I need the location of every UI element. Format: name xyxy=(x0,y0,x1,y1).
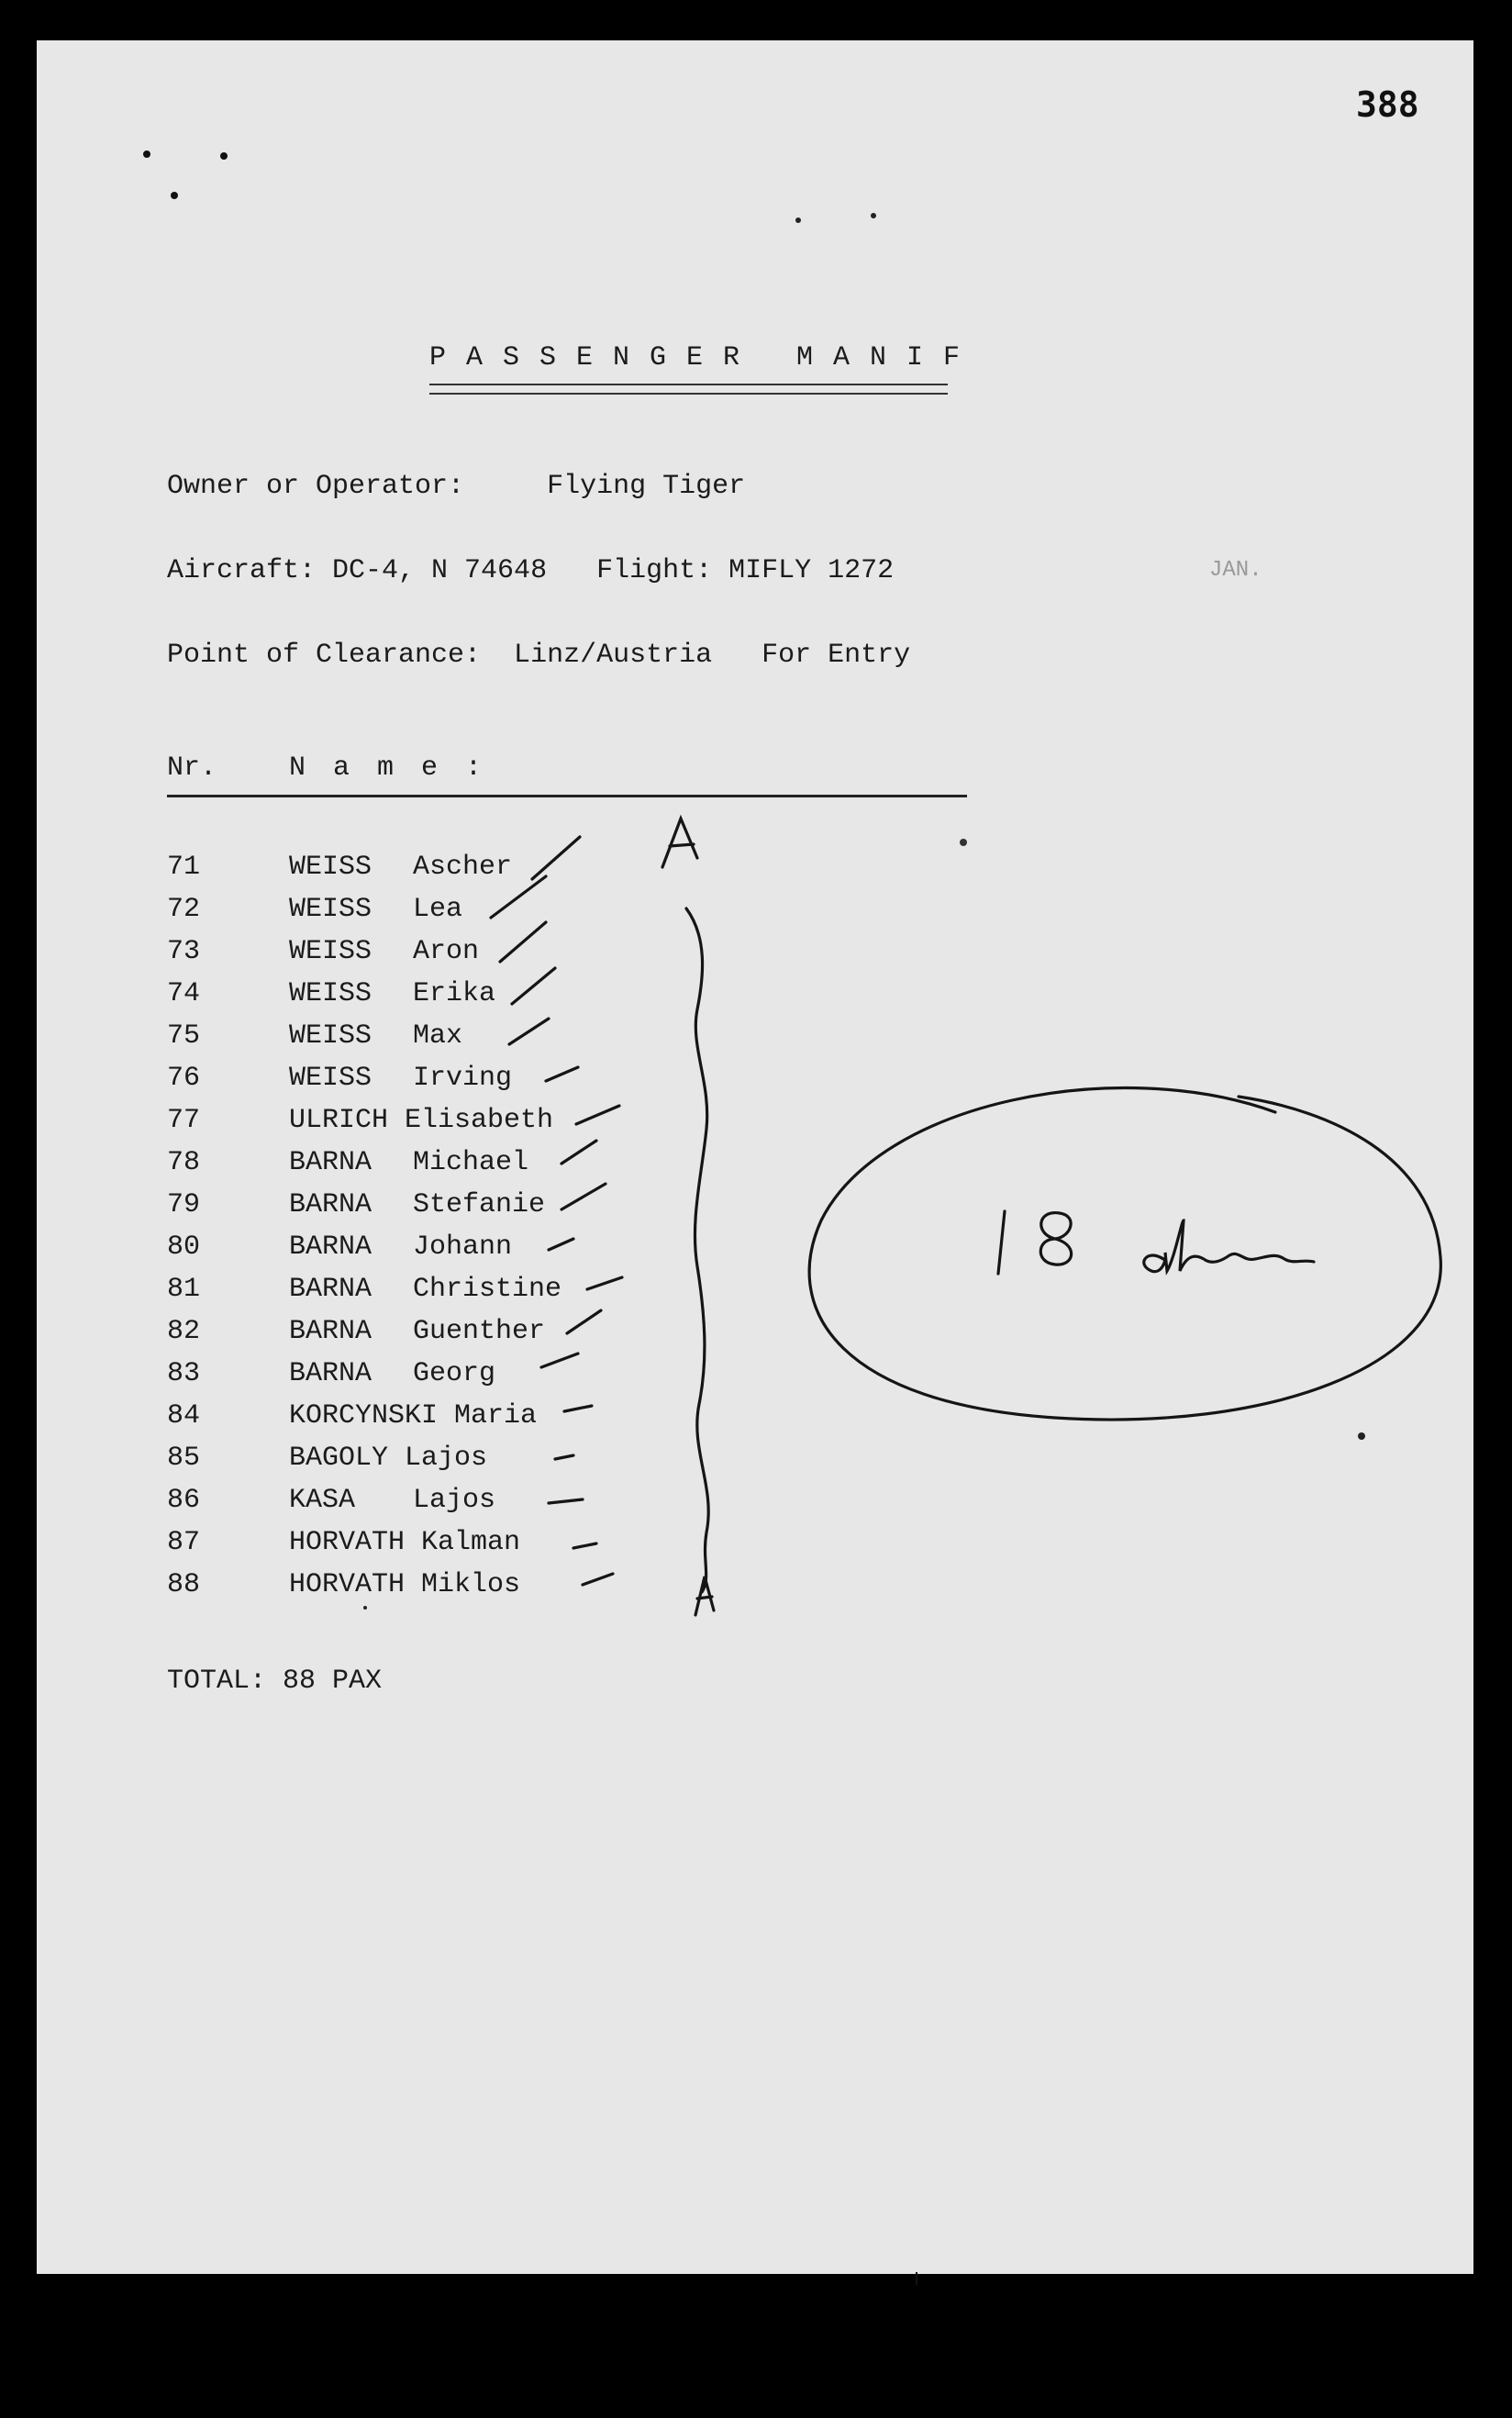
passenger-given-name: Lajos xyxy=(413,1485,496,1516)
passenger-number: 75 xyxy=(167,1020,201,1052)
passenger-surname: HORVATH xyxy=(289,1569,406,1600)
page-number: 388 xyxy=(1356,84,1419,125)
passenger-surname: BARNA xyxy=(289,1147,372,1178)
passenger-given-name: Miklos xyxy=(421,1569,521,1600)
passenger-given-name: Lajos xyxy=(405,1443,488,1474)
passenger-number: 88 xyxy=(167,1569,201,1600)
passenger-number: 86 xyxy=(167,1485,201,1516)
passenger-surname: BARNA xyxy=(289,1358,372,1389)
passenger-given-name: Aron xyxy=(413,936,480,967)
passenger-given-name: Georg xyxy=(413,1358,496,1389)
passenger-surname: KORCYNSKI xyxy=(289,1400,439,1432)
passenger-given-name: Christine xyxy=(413,1274,562,1305)
aircraft-flight-line: Aircraft: DC-4, N 74648 Flight: MIFLY 1272 xyxy=(167,555,895,586)
passenger-given-name: Stefanie xyxy=(413,1189,546,1220)
passenger-number: 85 xyxy=(167,1443,201,1474)
column-header-nr: Nr. xyxy=(167,752,217,784)
passenger-number: 83 xyxy=(167,1358,201,1389)
document-title: PASSENGER MANIF xyxy=(429,342,981,373)
passenger-surname: WEISS xyxy=(289,852,372,883)
passenger-given-name: Erika xyxy=(413,978,496,1009)
passenger-number: 74 xyxy=(167,978,201,1009)
passenger-given-name: Kalman xyxy=(421,1527,521,1558)
passenger-surname: BARNA xyxy=(289,1189,372,1220)
passenger-surname: BAGOLY xyxy=(289,1443,389,1474)
passenger-given-name: Elisabeth xyxy=(405,1105,554,1136)
passenger-surname: HORVATH xyxy=(289,1527,406,1558)
passenger-number: 77 xyxy=(167,1105,201,1136)
passenger-number: 84 xyxy=(167,1400,201,1432)
passenger-number: 72 xyxy=(167,894,201,925)
manifest-sheet xyxy=(37,40,1473,2274)
passenger-surname: ULRICH xyxy=(289,1105,389,1136)
passenger-surname: WEISS xyxy=(289,936,372,967)
clearance-line: Point of Clearance: Linz/Austria For Entry xyxy=(167,640,911,671)
header-rule xyxy=(167,795,967,797)
passenger-surname: BARNA xyxy=(289,1231,372,1263)
passenger-number: 71 xyxy=(167,852,201,883)
passenger-number: 76 xyxy=(167,1063,201,1094)
passenger-number: 78 xyxy=(167,1147,201,1178)
passenger-number: 80 xyxy=(167,1231,201,1263)
passenger-number: 81 xyxy=(167,1274,201,1305)
passenger-given-name: Guenther xyxy=(413,1316,546,1347)
passenger-number: 73 xyxy=(167,936,201,967)
title-underline xyxy=(429,384,948,395)
month-fragment: JAN. xyxy=(1209,558,1262,583)
passenger-surname: WEISS xyxy=(289,1063,372,1094)
owner-operator-line: Owner or Operator: Flying Tiger xyxy=(167,471,746,502)
total-line: TOTAL: 88 PAX xyxy=(167,1666,383,1697)
passenger-surname: KASA xyxy=(289,1485,356,1516)
passenger-surname: WEISS xyxy=(289,894,372,925)
passenger-given-name: Max xyxy=(413,1020,463,1052)
passenger-surname: WEISS xyxy=(289,978,372,1009)
passenger-surname: BARNA xyxy=(289,1316,372,1347)
passenger-given-name: Michael xyxy=(413,1147,529,1178)
column-header-name: N a m e : xyxy=(289,752,488,784)
passenger-surname: WEISS xyxy=(289,1020,372,1052)
passenger-given-name: Irving xyxy=(413,1063,513,1094)
passenger-given-name: Ascher xyxy=(413,852,513,883)
passenger-number: 79 xyxy=(167,1189,201,1220)
passenger-surname: BARNA xyxy=(289,1274,372,1305)
passenger-number: 87 xyxy=(167,1527,201,1558)
passenger-given-name: Lea xyxy=(413,894,463,925)
passenger-given-name: Johann xyxy=(413,1231,513,1263)
passenger-number: 82 xyxy=(167,1316,201,1347)
passenger-given-name: Maria xyxy=(454,1400,538,1432)
